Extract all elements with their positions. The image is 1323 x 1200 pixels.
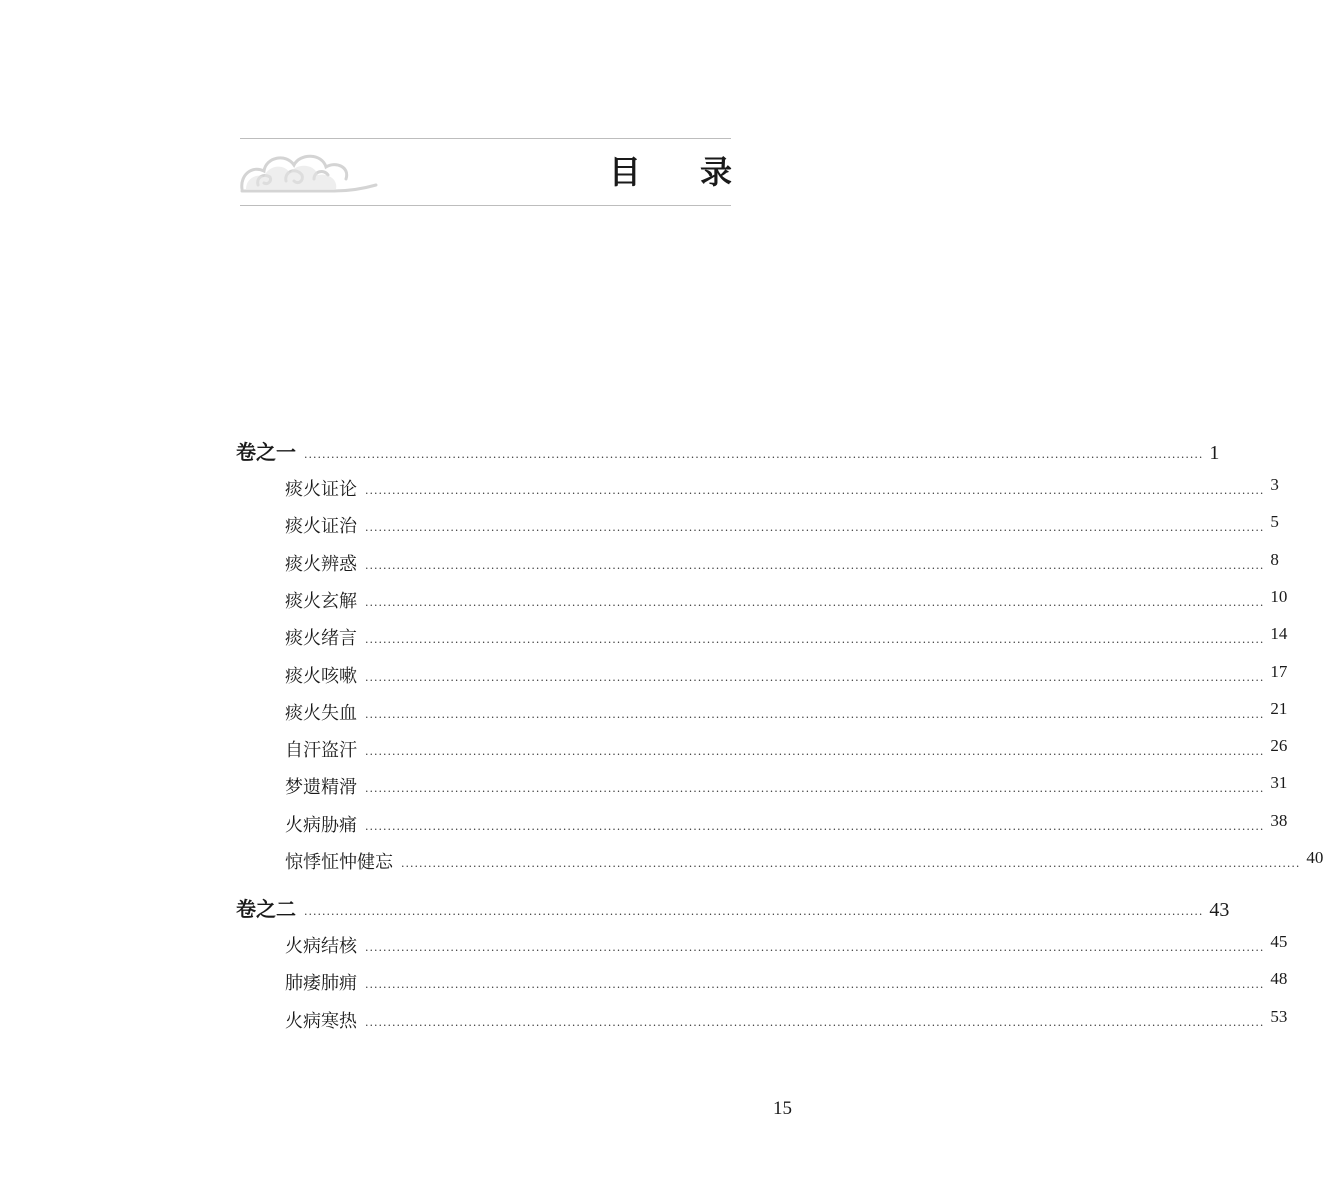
- toc-section-page: 48: [1270, 969, 1288, 988]
- toc-section-label: 痰火咳嗽: [285, 666, 357, 687]
- toc-section-label: 火病胁痛: [285, 815, 357, 836]
- toc-leader-dots: ........................................................................................................................................................................................................: [365, 484, 1265, 497]
- toc-section-label: 痰火绪言: [285, 628, 357, 649]
- toc-section-entry[interactable]: [285, 773, 1288, 799]
- toc-section-page: 14: [1270, 624, 1288, 643]
- toc-section-page: 10: [1270, 587, 1288, 606]
- toc-volume-entry[interactable]: [236, 893, 1230, 922]
- toc-section-page: 38: [1270, 811, 1288, 830]
- toc-leader-dots: ........................................................................................................................................................................................................: [365, 633, 1265, 646]
- toc-leader-dots: ........................................................................................................................................................................................................: [365, 521, 1265, 534]
- toc-section-label: 肺痿肺痈: [285, 973, 357, 994]
- toc-section-label: 火病结核: [285, 936, 357, 957]
- toc-section-label: 痰火玄解: [285, 591, 357, 612]
- toc-section-label: 自汗盗汗: [285, 740, 357, 761]
- toc-volume-entry[interactable]: [236, 436, 1220, 465]
- toc-section-entry[interactable]: [285, 624, 1288, 650]
- toc-section-entry[interactable]: [285, 969, 1288, 995]
- header-bottom-rule: [240, 205, 731, 206]
- toc-volume-label: 卷之一: [236, 440, 296, 464]
- toc-section-page: 8: [1270, 550, 1279, 569]
- toc-section-page: 21: [1270, 699, 1288, 718]
- cloud-icon: [238, 145, 378, 197]
- toc-leader-dots: ........................................................................................................................................................................................................: [365, 671, 1265, 684]
- toc-section-page: 26: [1270, 736, 1288, 755]
- toc-section-entry[interactable]: [285, 475, 1279, 501]
- toc-section-entry[interactable]: [285, 587, 1288, 613]
- toc-leader-dots: ........................................................................................................................................................................................................: [365, 596, 1265, 609]
- toc-leader-dots: ........................................................................................................................................................................................................: [304, 905, 1204, 918]
- toc-leader-dots: ........................................................................................................................................................................................................: [365, 1016, 1265, 1029]
- toc-section-label: 惊悸怔忡健忘: [285, 852, 393, 873]
- toc-section-page: 3: [1270, 475, 1279, 494]
- toc-section-entry[interactable]: [285, 736, 1288, 762]
- toc-section-page: 5: [1270, 512, 1279, 531]
- toc-leader-dots: ........................................................................................................................................................................................................: [401, 857, 1301, 870]
- toc-section-entry[interactable]: [285, 811, 1288, 837]
- toc-volume-page: 43: [1209, 899, 1230, 921]
- toc-leader-dots: ........................................................................................................................................................................................................: [365, 782, 1265, 795]
- header-top-rule: [240, 138, 731, 139]
- toc-leader-dots: ........................................................................................................................................................................................................: [365, 745, 1265, 758]
- toc-leader-dots: ........................................................................................................................................................................................................: [304, 448, 1204, 461]
- toc-section-label: 痰火失血: [285, 703, 357, 724]
- toc-section-page: 40: [1306, 848, 1323, 867]
- page-title: 目 录: [608, 153, 756, 191]
- toc-leader-dots: ........................................................................................................................................................................................................: [365, 708, 1265, 721]
- toc-section-entry[interactable]: [285, 932, 1288, 958]
- toc-leader-dots: ........................................................................................................................................................................................................: [365, 941, 1265, 954]
- toc-section-page: 45: [1270, 932, 1288, 951]
- toc-leader-dots: ........................................................................................................................................................................................................: [365, 978, 1265, 991]
- toc-section-entry[interactable]: [285, 1007, 1288, 1033]
- toc-section-entry[interactable]: [285, 848, 1323, 874]
- toc-section-page: 31: [1270, 773, 1288, 792]
- toc-leader-dots: ........................................................................................................................................................................................................: [365, 820, 1265, 833]
- toc-section-entry[interactable]: [285, 699, 1288, 725]
- toc-section-entry[interactable]: [285, 550, 1279, 576]
- toc-section-label: 火病寒热: [285, 1011, 357, 1032]
- toc-volume-label: 卷之二: [236, 897, 296, 921]
- toc-section-page: 53: [1270, 1007, 1288, 1026]
- toc-section-label: 痰火证论: [285, 479, 357, 500]
- toc-section-label: 痰火证治: [285, 516, 357, 537]
- toc-leader-dots: ........................................................................................................................................................................................................: [365, 559, 1265, 572]
- toc-section-label: 梦遗精滑: [285, 777, 357, 798]
- toc-section-entry[interactable]: [285, 662, 1288, 688]
- toc-section-entry[interactable]: [285, 512, 1279, 538]
- page-number: 15: [773, 1098, 792, 1119]
- toc-section-label: 痰火辨惑: [285, 554, 357, 575]
- toc-section-page: 17: [1270, 662, 1288, 681]
- toc-volume-page: 1: [1209, 442, 1220, 464]
